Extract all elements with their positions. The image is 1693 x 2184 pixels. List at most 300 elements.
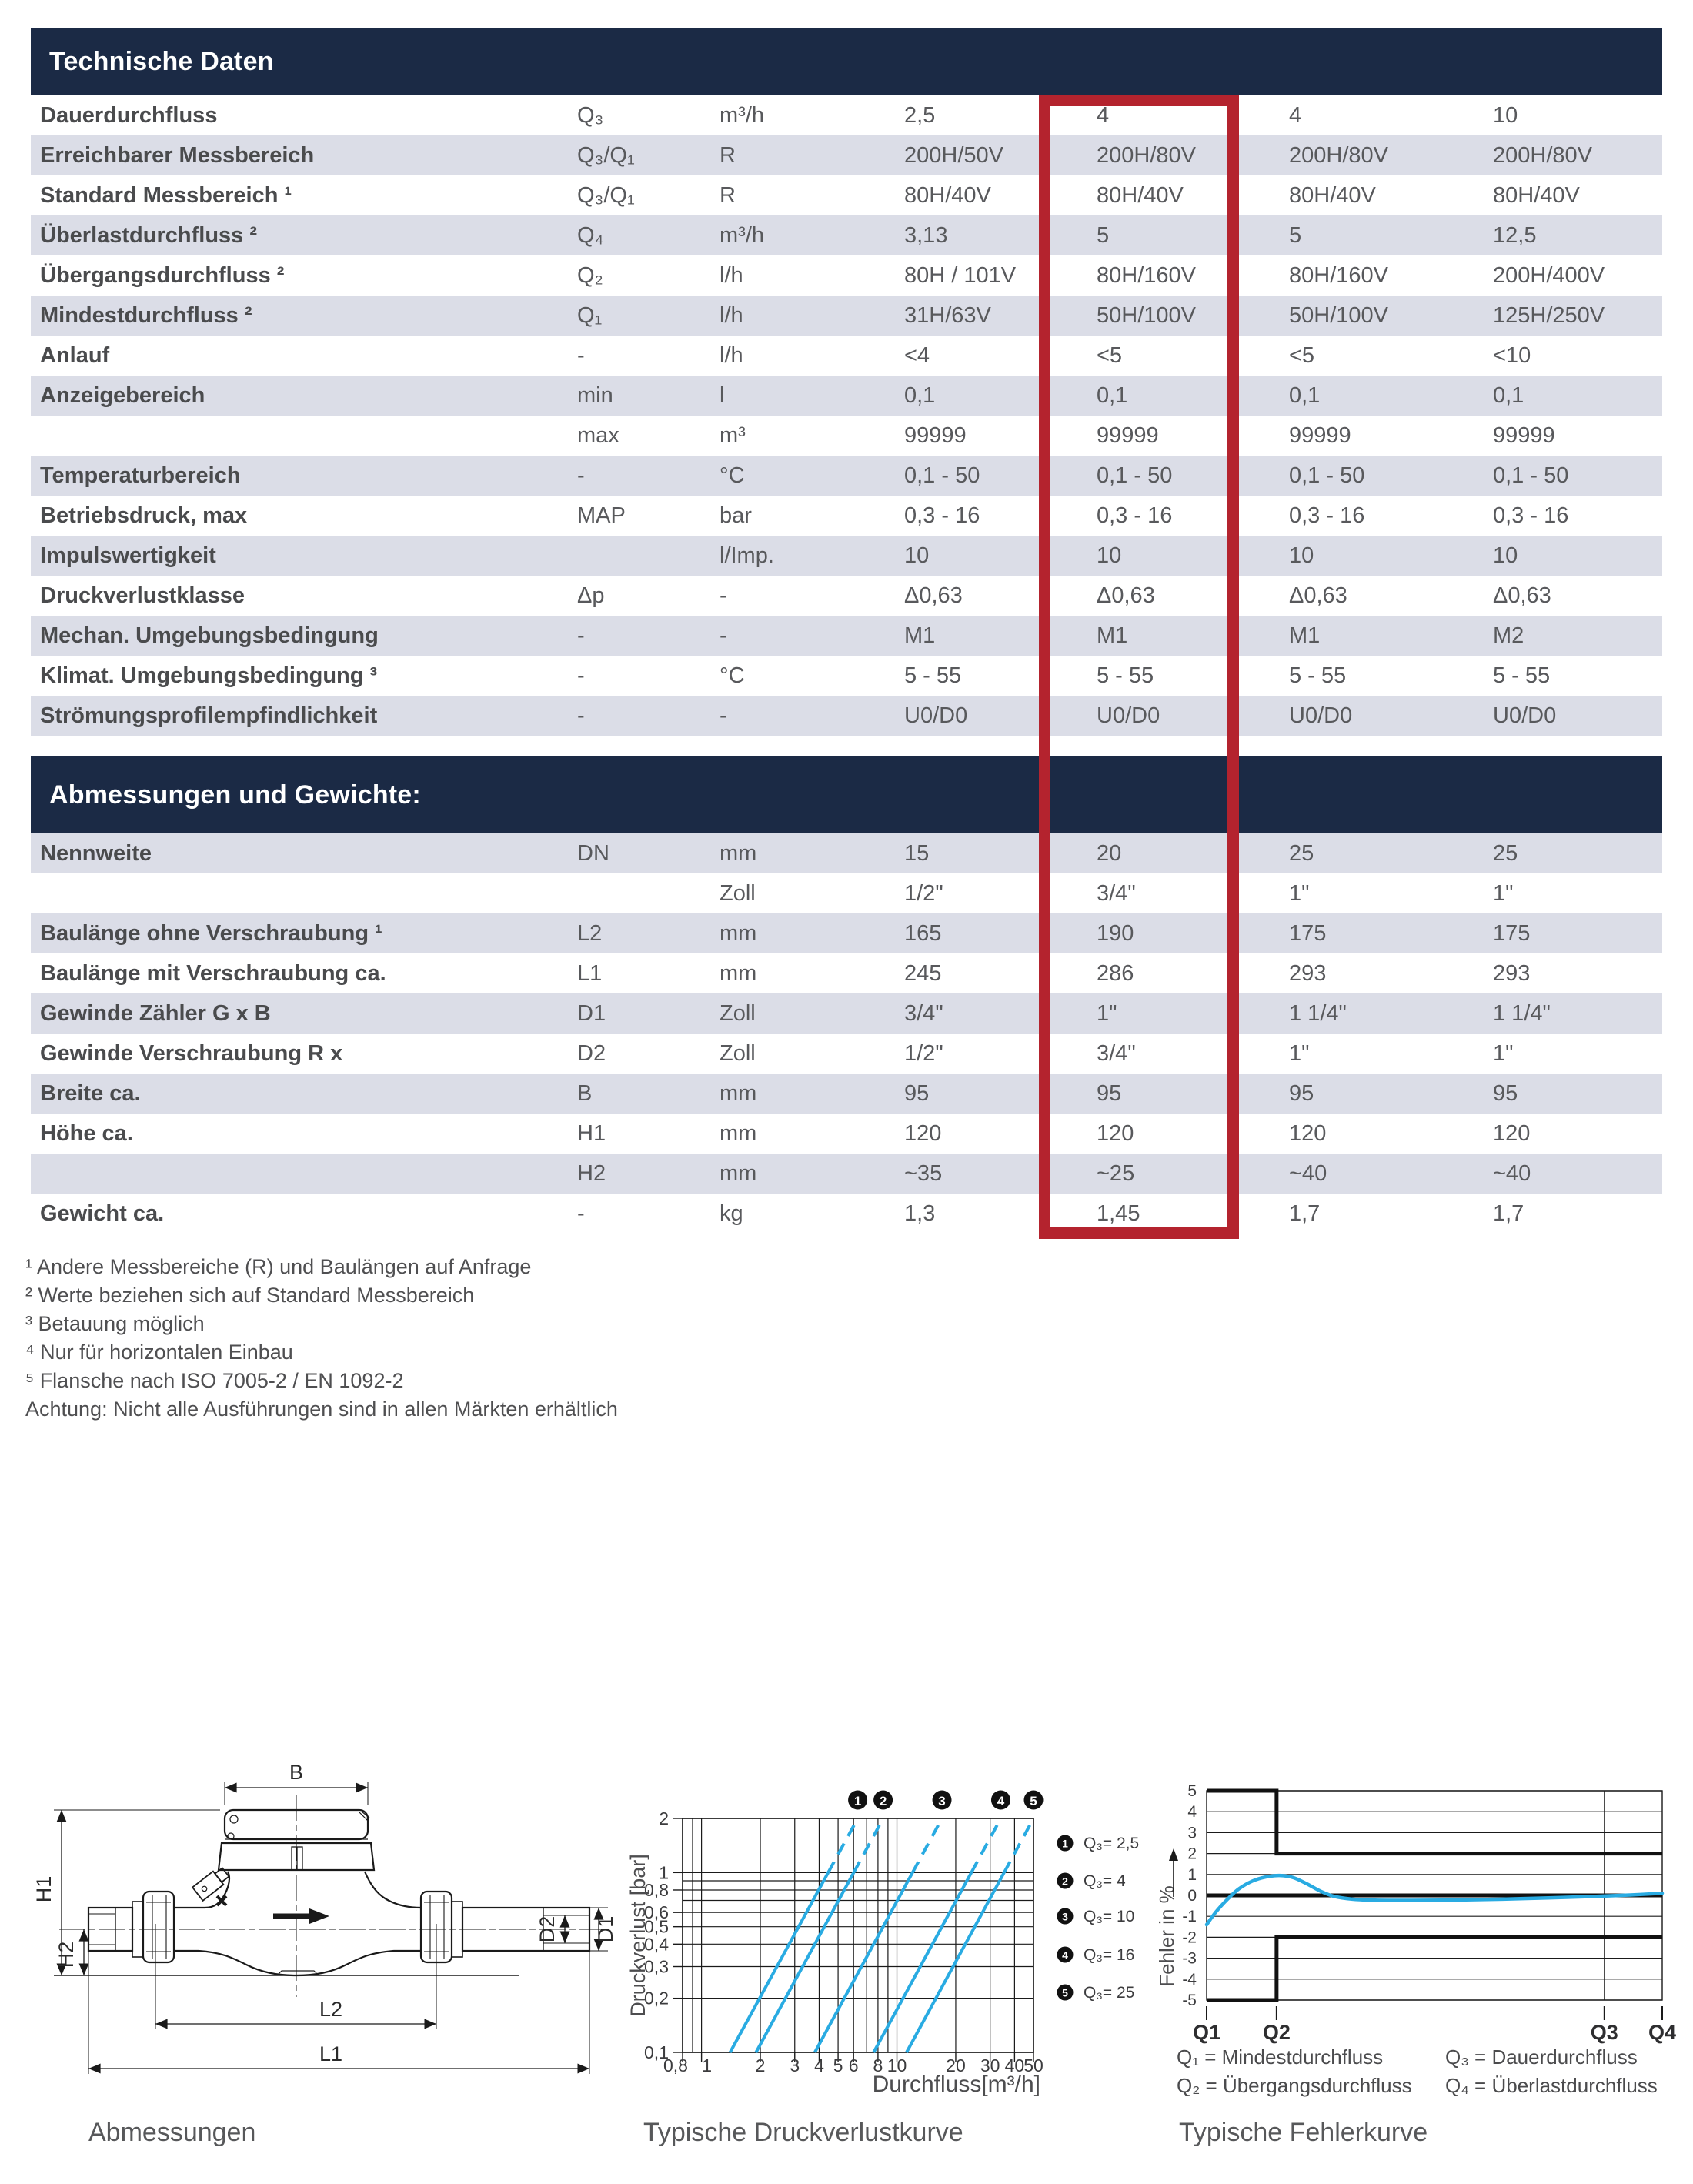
curve-solid: [756, 1872, 853, 2052]
dim-label-d2: D2: [536, 1915, 559, 1943]
cell-value: 200H/80V: [1097, 142, 1196, 168]
y-tick-label: 0,6: [644, 1902, 669, 1923]
cell-symbol: Q₁: [577, 302, 603, 328]
cell-value: 120: [1493, 1120, 1531, 1146]
cell-value: U0/D0: [1097, 703, 1160, 728]
cell-unit: °C: [720, 663, 745, 688]
cell-value: 200H/80V: [1493, 142, 1592, 168]
cell-value: 50H/100V: [1289, 302, 1388, 328]
cell-value: 1/2": [904, 880, 943, 906]
curve-solid: [730, 1872, 828, 2052]
cell-value: 25: [1289, 840, 1314, 866]
cell-value: 0,1: [1097, 382, 1128, 408]
cell-symbol: L1: [577, 960, 603, 986]
row-label: Impulswertigkeit: [40, 543, 216, 568]
cell-value: 1": [1493, 880, 1514, 906]
row-label: Mechan. Umgebungsbedingung: [40, 623, 379, 648]
cell-value: 175: [1493, 920, 1531, 946]
body-belly: [174, 1951, 421, 1975]
cell-value: 165: [904, 920, 942, 946]
cell-value: <5: [1289, 342, 1315, 368]
caption-pressure-chart: Typische Druckverlustkurve: [643, 2118, 963, 2147]
cell-value: 245: [904, 960, 942, 986]
section-header-technische-daten: Technische Daten: [31, 28, 1662, 95]
cell-value: M2: [1493, 623, 1524, 648]
table-row: [31, 536, 1662, 576]
left-nut-facets: [146, 1895, 171, 1959]
y-tick-label: 1: [1187, 1865, 1197, 1884]
cell-symbol: D2: [577, 1040, 606, 1066]
row-label: Höhe ca.: [40, 1120, 133, 1146]
cell-unit: mm: [720, 960, 757, 986]
cell-value: M1: [1289, 623, 1321, 648]
y-tick-label: -4: [1182, 1970, 1197, 1989]
cell-value: 200H/80V: [1289, 142, 1388, 168]
cell-value: Δ0,63: [1097, 583, 1155, 608]
cell-value: 200H/50V: [904, 142, 1003, 168]
cell-unit: Zoll: [720, 1040, 756, 1066]
legend-label: Q₃= 2,5: [1084, 1835, 1140, 1852]
table-row: [31, 873, 1662, 913]
cell-value: 10: [1097, 543, 1122, 568]
cell-unit: m³/h: [720, 102, 764, 128]
lid-tab: [359, 1812, 369, 1822]
cell-value: 120: [1097, 1120, 1134, 1146]
curve-badge-number: 1: [853, 1794, 862, 1808]
table-row: [31, 656, 1662, 696]
dim-label-h1: H1: [32, 1875, 55, 1903]
cell-value: 0,1 - 50: [904, 463, 980, 488]
cell-value: 1": [1097, 1000, 1117, 1026]
legend-badge-number: 2: [1062, 1875, 1068, 1888]
y-tick-label: 0,1: [644, 2042, 669, 2062]
legend-label: Q₃= 10: [1084, 1908, 1135, 1925]
cell-symbol: -: [577, 703, 585, 728]
cell-symbol: -: [577, 1201, 585, 1226]
row-label: Betriebsdruck, max: [40, 503, 248, 528]
cell-value: 95: [1493, 1080, 1518, 1106]
y-tick-label: -5: [1182, 1992, 1197, 2009]
y-axis-arrow-icon: [1169, 1848, 1178, 1861]
cell-value: 1 1/4": [1493, 1000, 1551, 1026]
legend-label: Q₂ = Übergangsdurchfluss: [1177, 2074, 1412, 2097]
y-tick-label: 0,5: [644, 1916, 669, 1937]
dimensions-weights-table: [31, 833, 1662, 1234]
cell-value: 5 - 55: [1493, 663, 1551, 688]
cell-value: 3/4": [904, 1000, 943, 1026]
cell-value: 5 - 55: [1289, 663, 1347, 688]
cell-value: 80H/160V: [1289, 262, 1388, 288]
cell-symbol: DN: [577, 840, 609, 866]
legend-badge-number: 1: [1062, 1837, 1068, 1850]
row-label: Baulänge mit Verschraubung ca.: [40, 960, 386, 986]
cell-unit: mm: [720, 840, 757, 866]
row-label: Strömungsprofilempfindlichkeit: [40, 703, 378, 728]
table-row: [31, 833, 1662, 873]
cell-value: 190: [1097, 920, 1134, 946]
dim-label-h2: H2: [55, 1941, 78, 1969]
cell-symbol: Q₃: [577, 102, 604, 128]
cell-symbol: -: [577, 463, 585, 488]
row-label: Baulänge ohne Verschraubung ¹: [40, 920, 382, 946]
cell-value: 0,3 - 16: [1097, 503, 1173, 528]
x-tick-label: 50: [1023, 2055, 1044, 2075]
cell-unit: -: [720, 703, 727, 728]
cell-symbol: H2: [577, 1160, 606, 1186]
hinge-screw: [230, 1815, 238, 1823]
cell-value: M1: [904, 623, 936, 648]
y-tick-label: -2: [1182, 1929, 1197, 1947]
cell-symbol: -: [577, 342, 585, 368]
body-right-shoulder: [365, 1872, 421, 1908]
cell-value: 1": [1289, 1040, 1310, 1066]
cell-symbol: Q₃/Q₁: [577, 182, 635, 208]
footnote-2: ² Werte beziehen sich auf Standard Messbereich: [25, 1284, 475, 1307]
x-tick-label: 1: [702, 2055, 713, 2075]
cell-unit: Zoll: [720, 1000, 756, 1026]
footnote-3: ³ Betauung möglich: [25, 1312, 205, 1335]
cell-value: 10: [1289, 543, 1314, 568]
table-row: [31, 135, 1662, 175]
cell-unit: Zoll: [720, 880, 756, 906]
y-tick-label: 2: [659, 1808, 669, 1828]
cell-value: 12,5: [1493, 222, 1537, 248]
cell-value: 293: [1289, 960, 1327, 986]
row-label: Mindestdurchfluss ²: [40, 302, 252, 328]
cell-unit: l/h: [720, 342, 743, 368]
table-row: [31, 336, 1662, 376]
cell-value: 99999: [904, 422, 967, 448]
cell-value: Δ0,63: [1289, 583, 1347, 608]
table-row: [31, 1154, 1662, 1194]
cell-value: 5: [1289, 222, 1302, 248]
cell-unit: mm: [720, 1080, 757, 1106]
cell-unit: l: [720, 382, 725, 408]
cell-unit: mm: [720, 1120, 757, 1146]
drawing-labels: [32, 1761, 617, 2065]
y-tick-label: 0: [1187, 1887, 1197, 1905]
cell-symbol: Q₂: [577, 262, 603, 288]
cell-value: 95: [1289, 1080, 1314, 1106]
cell-value: 80H / 101V: [904, 262, 1017, 288]
cell-value: 175: [1289, 920, 1327, 946]
cell-unit: l/h: [720, 262, 743, 288]
row-label: Gewinde Zähler G x B: [40, 1000, 271, 1026]
cell-value: 50H/100V: [1097, 302, 1196, 328]
y-tick-label: 2: [1187, 1845, 1197, 1863]
x-category-label: Q1: [1192, 2021, 1221, 2044]
y-tick-label: 5: [1187, 1782, 1197, 1800]
curve-badge-number: 4: [997, 1794, 1005, 1808]
x-category-label: Q4: [1648, 2021, 1677, 2044]
cell-symbol: MAP: [577, 503, 626, 528]
cell-value: 3,13: [904, 222, 948, 248]
cell-value: 31H/63V: [904, 302, 991, 328]
cell-value: 125H/250V: [1493, 302, 1605, 328]
row-label: Dauerdurchfluss: [40, 102, 218, 128]
cell-value: Δ0,63: [904, 583, 963, 608]
y-tick-label: 4: [1187, 1803, 1197, 1822]
cell-value: 200H/400V: [1493, 262, 1605, 288]
cell-symbol: min: [577, 382, 613, 408]
y-tick-label: 0,4: [644, 1934, 669, 1955]
x-tick-label: 2: [755, 2055, 766, 2075]
table-row: [31, 416, 1662, 456]
flow-arrow-icon: [309, 1908, 329, 1924]
cell-value: 3/4": [1097, 880, 1136, 906]
legend-label: Q₃ = Dauerdurchfluss: [1445, 2045, 1638, 2069]
cell-value: 120: [904, 1120, 942, 1146]
dim-label-l1: L1: [319, 2042, 343, 2065]
x-tick-label: 10: [887, 2055, 907, 2075]
row-label: Temperaturbereich: [40, 463, 241, 488]
y-tick-label: -3: [1182, 1949, 1197, 1968]
cell-value: 25: [1493, 840, 1518, 866]
x-category-label: Q3: [1590, 2021, 1618, 2044]
y-axis-label: Fehler in %: [1155, 1885, 1178, 1987]
cell-value: 5: [1097, 222, 1110, 248]
table-row: [31, 496, 1662, 536]
meter-dimension-drawing: [23, 1732, 623, 2132]
cell-value: 99999: [1097, 422, 1159, 448]
cell-symbol: L2: [577, 920, 603, 946]
cell-unit: -: [720, 583, 727, 608]
cell-value: 0,1: [1493, 382, 1524, 408]
cell-value: ~35: [904, 1160, 943, 1186]
x-tick-label: 6: [848, 2055, 859, 2075]
cell-value: 1,7: [1289, 1201, 1321, 1226]
x-axis-label: Durchfluss[m³/h]: [872, 2072, 1040, 2097]
cell-value: 80H/40V: [1493, 182, 1580, 208]
curve-dashed: [913, 1818, 942, 1872]
table-row: [31, 1114, 1662, 1154]
cell-symbol: Δp: [577, 583, 605, 608]
error-curve-chart: [1150, 1732, 1689, 2116]
cell-unit: m³/h: [720, 222, 764, 248]
cell-value: 0,1 - 50: [1493, 463, 1569, 488]
cell-value: 3/4": [1097, 1040, 1136, 1066]
footnote-warning: Achtung: Nicht alle Ausführungen sind in allen Märkten erhältlich: [25, 1398, 618, 1421]
cell-value: 1": [1289, 880, 1310, 906]
cell-value: 0,3 - 16: [1493, 503, 1569, 528]
cell-value: 1": [1493, 1040, 1514, 1066]
cell-unit: kg: [720, 1201, 743, 1226]
cell-value: 10: [904, 543, 930, 568]
footnotes: [25, 1253, 618, 1424]
cell-value: 15: [904, 840, 930, 866]
cell-symbol: max: [577, 422, 619, 448]
cell-value: 5 - 55: [904, 663, 962, 688]
y-tick-label: 0,2: [644, 1988, 669, 2009]
x-tick-label: 4: [814, 2055, 824, 2075]
cell-symbol: H1: [577, 1120, 606, 1146]
cell-unit: -: [720, 623, 727, 648]
row-label: Breite ca.: [40, 1080, 141, 1106]
cell-value: ~40: [1493, 1160, 1531, 1186]
seal-plug-screw: [201, 1885, 208, 1892]
upper-envelope: [1207, 1791, 1662, 1854]
x-tick-label: 40: [1004, 2055, 1025, 2075]
cell-unit: l/Imp.: [720, 543, 774, 568]
cell-value: Δ0,63: [1493, 583, 1551, 608]
cell-value: ~25: [1097, 1160, 1135, 1186]
cell-value: 4: [1289, 102, 1302, 128]
curve-dashed: [1004, 1818, 1033, 1872]
cell-value: <10: [1493, 342, 1531, 368]
y-tick-label: 0,3: [644, 1956, 669, 1977]
cell-value: <4: [904, 342, 930, 368]
cell-value: 80H/160V: [1097, 262, 1196, 288]
curve-badge-number: 2: [879, 1794, 887, 1808]
curve-dashed: [971, 1818, 1000, 1872]
row-label: Klimat. Umgebungsbedingung ³: [40, 663, 378, 688]
footnote-5: ⁵ Flansche nach ISO 7005-2 / EN 1092-2: [25, 1369, 404, 1392]
y-tick-label: 0,8: [644, 1879, 669, 1900]
legend-badge-number: 4: [1062, 1949, 1068, 1962]
footnote-4: ⁴ Nur für horizontalen Einbau: [25, 1341, 293, 1364]
table-row: [31, 1194, 1662, 1234]
x-tick-label: 0,8: [663, 2055, 688, 2075]
cell-symbol: -: [577, 623, 585, 648]
table-row: [31, 616, 1662, 656]
cell-value: 0,1 - 50: [1097, 463, 1173, 488]
cell-value: 5 - 55: [1097, 663, 1154, 688]
row-label: Gewicht ca.: [40, 1201, 165, 1226]
y-tick-label: 1: [659, 1862, 669, 1883]
cell-value: 95: [904, 1080, 930, 1106]
cell-value: 20: [1097, 840, 1122, 866]
row-label: Nennweite: [40, 840, 152, 866]
cell-value: 0,1: [1289, 382, 1321, 408]
table-row: [31, 953, 1662, 993]
cell-value: U0/D0: [1289, 703, 1353, 728]
cell-unit: l/h: [720, 302, 743, 328]
lower-envelope: [1207, 1937, 1662, 2000]
cell-value: 1,7: [1493, 1201, 1524, 1226]
cell-value: 80H/40V: [904, 182, 991, 208]
row-label: Druckverlustklasse: [40, 583, 245, 608]
section-header-abmessungen: Abmessungen und Gewichte:: [31, 756, 1662, 833]
cell-unit: mm: [720, 1160, 757, 1186]
row-label: Gewinde Verschraubung R x: [40, 1040, 343, 1066]
x-tick-label: 30: [980, 2055, 1000, 2075]
table-row: [31, 913, 1662, 953]
cell-symbol: D1: [577, 1000, 606, 1026]
cell-value: 0,3 - 16: [1289, 503, 1365, 528]
cell-value: 99999: [1289, 422, 1351, 448]
table-row: [31, 296, 1662, 336]
caption-error-chart: Typische Fehlerkurve: [1179, 2118, 1428, 2147]
row-label: Übergangsdurchfluss ²: [40, 262, 285, 288]
error-curve: [1207, 1875, 1662, 1925]
cell-value: 99999: [1493, 422, 1555, 448]
dim-label-b: B: [289, 1761, 304, 1784]
cell-value: 120: [1289, 1120, 1327, 1146]
row-label: Erreichbarer Messbereich: [40, 142, 315, 168]
row-label: Standard Messbereich ¹: [40, 182, 292, 208]
cell-value: U0/D0: [904, 703, 968, 728]
x-tick-label: 3: [790, 2055, 800, 2075]
seal-cross-mark: [217, 1896, 226, 1905]
table-row: [31, 95, 1662, 135]
cell-unit: R: [720, 142, 736, 168]
cell-value: 95: [1097, 1080, 1122, 1106]
cell-value: 1,3: [904, 1201, 936, 1226]
cell-unit: R: [720, 182, 736, 208]
curve-dashed: [853, 1818, 883, 1872]
cell-unit: mm: [720, 920, 757, 946]
drawing-geometry: [54, 1782, 608, 2074]
x-category-label: Q2: [1262, 2021, 1291, 2044]
legend-label: Q₃= 25: [1084, 1984, 1135, 2002]
row-label: Anzeigebereich: [40, 382, 205, 408]
x-tick-label: 8: [873, 2055, 883, 2075]
table-row: [31, 576, 1662, 616]
table-row: [31, 215, 1662, 255]
legend-badge-number: 5: [1062, 1986, 1068, 1999]
table-row: [31, 1034, 1662, 1074]
cell-unit: m³: [720, 422, 746, 448]
table-row: [31, 456, 1662, 496]
y-tick-label: -1: [1182, 1908, 1197, 1926]
cell-value: 10: [1493, 543, 1518, 568]
cell-unit: °C: [720, 463, 745, 488]
table-row: [31, 376, 1662, 416]
technical-data-table: [31, 95, 1662, 736]
cell-symbol: B: [577, 1080, 593, 1106]
cell-value: 1/2": [904, 1040, 943, 1066]
table-row: [31, 1074, 1662, 1114]
cell-value: <5: [1097, 342, 1123, 368]
cell-value: ~40: [1289, 1160, 1327, 1186]
cell-value: 0,1: [904, 382, 936, 408]
caption-drawing: Abmessungen: [88, 2118, 256, 2147]
legend-label: Q₃= 16: [1084, 1946, 1135, 1964]
curve-badge-number: 3: [938, 1794, 946, 1808]
table-row: [31, 993, 1662, 1034]
x-tick-label: 20: [946, 2055, 966, 2075]
legend-label: Q₃= 4: [1084, 1872, 1126, 1890]
cell-value: 1 1/4": [1289, 1000, 1347, 1026]
cell-symbol: -: [577, 663, 585, 688]
pressure-loss-chart: [612, 1732, 1158, 2112]
cell-value: 80H/40V: [1289, 182, 1376, 208]
legend-badge-number: 3: [1062, 1910, 1068, 1923]
y-tick-label: 3: [1187, 1824, 1197, 1842]
cell-value: 4: [1097, 102, 1110, 128]
dim-label-l2: L2: [319, 1998, 343, 2021]
table-row: [31, 255, 1662, 296]
cell-value: 0,3 - 16: [904, 503, 980, 528]
dim-label-d1: D1: [594, 1915, 617, 1943]
cell-value: 293: [1493, 960, 1531, 986]
cell-symbol: Q₄: [577, 222, 604, 248]
cell-symbol: Q₃/Q₁: [577, 142, 635, 168]
x-tick-label: 5: [833, 2055, 843, 2075]
cell-value: 80H/40V: [1097, 182, 1184, 208]
curve-solid: [815, 1872, 913, 2052]
table-row: [31, 696, 1662, 736]
legend-label: Q₁ = Mindestdurchfluss: [1177, 2045, 1384, 2069]
curve-badge-number: 5: [1030, 1794, 1037, 1808]
footnote-1: ¹ Andere Messbereiche (R) und Baulängen auf Anfrage: [25, 1255, 532, 1278]
row-label: Anlauf: [40, 342, 110, 368]
cell-value: U0/D0: [1493, 703, 1557, 728]
row-label: Überlastdurchfluss ²: [40, 222, 257, 248]
legend-label: Q₄ = Überlastdurchfluss: [1445, 2074, 1658, 2097]
table-row: [31, 175, 1662, 215]
cell-value: 1,45: [1097, 1201, 1140, 1226]
